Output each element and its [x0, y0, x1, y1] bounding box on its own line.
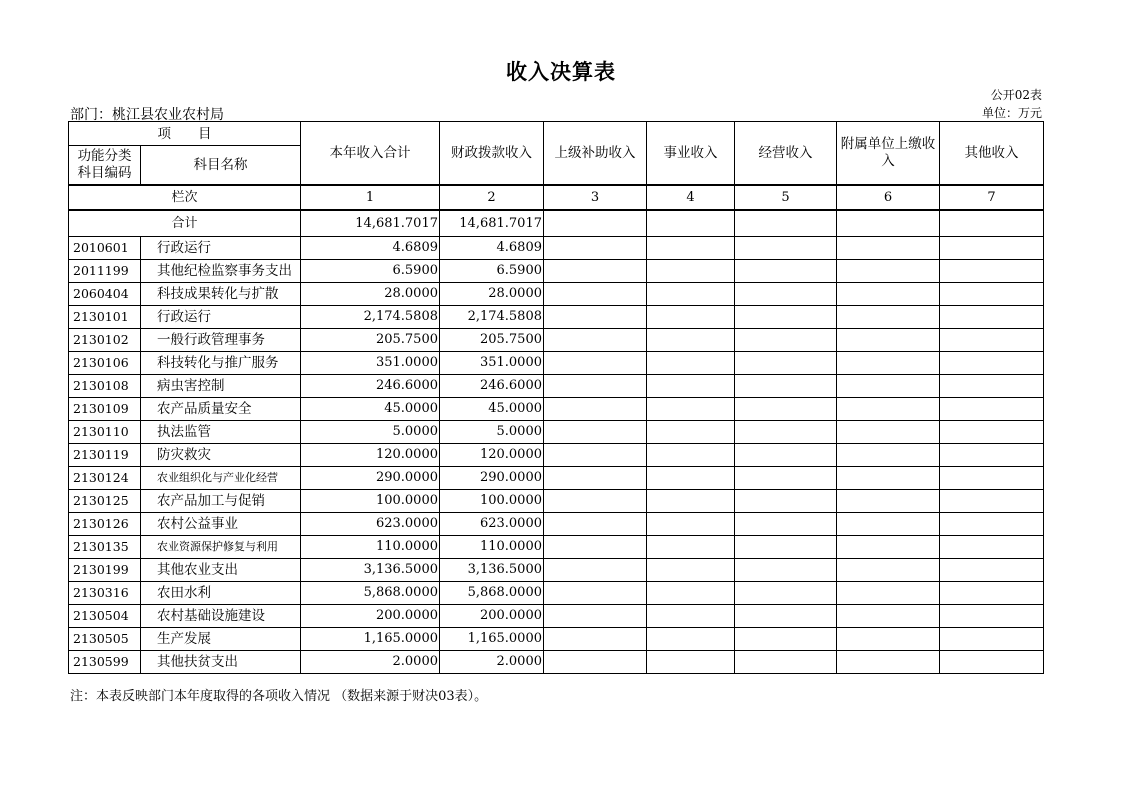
row-subject-name: 防灾救灾 — [141, 444, 301, 467]
col-number: 5 — [735, 185, 837, 210]
row-value — [735, 421, 837, 444]
row-value — [940, 582, 1044, 605]
row-value — [940, 490, 1044, 513]
row-value — [735, 260, 837, 283]
header-col-1: 本年收入合计 — [301, 122, 440, 186]
row-value: 246.6000 — [301, 375, 440, 398]
table-row — [69, 398, 1044, 421]
row-value — [735, 605, 837, 628]
table-row — [69, 260, 1044, 283]
row-value — [940, 352, 1044, 375]
row-value — [544, 283, 647, 306]
row-value — [735, 352, 837, 375]
row-value: 290.0000 — [440, 467, 544, 490]
header-col-7: 其他收入 — [940, 122, 1044, 186]
row-value: 120.0000 — [301, 444, 440, 467]
row-value: 5.0000 — [440, 421, 544, 444]
row-value — [837, 605, 940, 628]
row-value: 6.5900 — [301, 260, 440, 283]
row-code: 2130102 — [69, 329, 141, 352]
row-value — [940, 651, 1044, 674]
total-value — [837, 210, 940, 237]
row-code: 2130109 — [69, 398, 141, 421]
table-row — [69, 306, 1044, 329]
unit-label: 单位：万元 — [981, 106, 1042, 120]
row-value — [837, 375, 940, 398]
row-value: 28.0000 — [440, 283, 544, 306]
income-table — [68, 121, 1044, 674]
row-value — [647, 628, 735, 651]
row-subject-name: 农业资源保护修复与利用 — [141, 536, 301, 559]
row-value: 205.7500 — [440, 329, 544, 352]
row-value — [544, 513, 647, 536]
header-subject-name: 科目名称 — [141, 146, 301, 186]
row-value — [544, 467, 647, 490]
row-value — [647, 651, 735, 674]
row-value: 3,136.5000 — [440, 559, 544, 582]
row-code: 2130199 — [69, 559, 141, 582]
row-value — [735, 582, 837, 605]
col-number: 4 — [647, 185, 735, 210]
header-col-6: 附属单位上缴收入 — [837, 122, 940, 186]
row-value — [544, 398, 647, 421]
row-value — [940, 444, 1044, 467]
row-value — [940, 421, 1044, 444]
row-value — [940, 559, 1044, 582]
col-number: 2 — [440, 185, 544, 210]
row-value — [735, 283, 837, 306]
table-row — [69, 536, 1044, 559]
row-value — [837, 536, 940, 559]
row-subject-name: 一般行政管理事务 — [141, 329, 301, 352]
row-subject-name: 农产品加工与促销 — [141, 490, 301, 513]
row-value — [940, 237, 1044, 260]
total-value — [940, 210, 1044, 237]
row-value: 4.6809 — [301, 237, 440, 260]
row-value — [837, 260, 940, 283]
row-value — [544, 444, 647, 467]
row-value — [735, 398, 837, 421]
table-row — [69, 490, 1044, 513]
row-value — [837, 513, 940, 536]
row-value — [837, 490, 940, 513]
row-value — [544, 490, 647, 513]
header-func-code: 功能分类科目编码 — [69, 146, 141, 186]
row-subject-name: 农田水利 — [141, 582, 301, 605]
row-value — [647, 398, 735, 421]
row-value — [837, 283, 940, 306]
row-value — [544, 582, 647, 605]
row-value — [940, 536, 1044, 559]
row-value — [647, 559, 735, 582]
total-value — [735, 210, 837, 237]
table-row — [69, 237, 1044, 260]
total-row — [69, 210, 1044, 237]
row-value: 4.6809 — [440, 237, 544, 260]
header-col-2: 财政拨款收入 — [440, 122, 544, 186]
row-value — [647, 260, 735, 283]
row-value: 6.5900 — [440, 260, 544, 283]
row-subject-name: 执法监管 — [141, 421, 301, 444]
total-label: 合计 — [69, 210, 301, 237]
row-value — [735, 444, 837, 467]
row-value — [735, 536, 837, 559]
total-value: 14,681.7017 — [301, 210, 440, 237]
row-value — [647, 582, 735, 605]
row-value — [837, 306, 940, 329]
row-subject-name: 其他扶贫支出 — [141, 651, 301, 674]
row-value — [837, 352, 940, 375]
header-col-4: 事业收入 — [647, 122, 735, 186]
row-value: 2.0000 — [301, 651, 440, 674]
row-value — [940, 513, 1044, 536]
row-value — [647, 421, 735, 444]
row-value — [735, 375, 837, 398]
row-value: 110.0000 — [301, 536, 440, 559]
table-row — [69, 628, 1044, 651]
row-value — [647, 536, 735, 559]
col-number: 7 — [940, 185, 1044, 210]
row-value — [647, 352, 735, 375]
row-value — [837, 398, 940, 421]
table-row — [69, 467, 1044, 490]
table-row — [69, 559, 1044, 582]
row-value: 120.0000 — [440, 444, 544, 467]
col-number: 3 — [544, 185, 647, 210]
row-value — [647, 490, 735, 513]
row-value — [735, 628, 837, 651]
row-subject-name: 农产品质量安全 — [141, 398, 301, 421]
row-value — [940, 398, 1044, 421]
row-value: 623.0000 — [440, 513, 544, 536]
row-value: 3,136.5000 — [301, 559, 440, 582]
row-value: 2,174.5808 — [301, 306, 440, 329]
row-value: 205.7500 — [301, 329, 440, 352]
row-value: 100.0000 — [440, 490, 544, 513]
row-value — [940, 260, 1044, 283]
row-value — [837, 559, 940, 582]
row-code: 2130599 — [69, 651, 141, 674]
row-value — [735, 559, 837, 582]
row-value — [647, 329, 735, 352]
row-code: 2011199 — [69, 260, 141, 283]
row-value: 290.0000 — [301, 467, 440, 490]
column-number-row — [69, 185, 1044, 210]
row-subject-name: 行政运行 — [141, 306, 301, 329]
row-code: 2130124 — [69, 467, 141, 490]
row-value — [647, 513, 735, 536]
row-value: 2.0000 — [440, 651, 544, 674]
row-value — [735, 467, 837, 490]
row-value — [647, 237, 735, 260]
row-value — [837, 582, 940, 605]
row-value — [544, 352, 647, 375]
row-value — [940, 283, 1044, 306]
row-subject-name: 科技转化与推广服务 — [141, 352, 301, 375]
row-value: 351.0000 — [301, 352, 440, 375]
header-col-5: 经营收入 — [735, 122, 837, 186]
row-subject-name: 行政运行 — [141, 237, 301, 260]
table-row — [69, 605, 1044, 628]
row-value — [837, 444, 940, 467]
row-value: 45.0000 — [440, 398, 544, 421]
total-value — [544, 210, 647, 237]
row-value — [647, 467, 735, 490]
row-code: 2130106 — [69, 352, 141, 375]
row-value — [544, 306, 647, 329]
row-value — [544, 375, 647, 398]
row-code: 2060404 — [69, 283, 141, 306]
row-code: 2130119 — [69, 444, 141, 467]
row-value — [940, 306, 1044, 329]
row-value: 28.0000 — [301, 283, 440, 306]
row-value: 1,165.0000 — [440, 628, 544, 651]
row-value: 246.6000 — [440, 375, 544, 398]
row-value — [837, 651, 940, 674]
row-value — [647, 306, 735, 329]
row-value — [940, 628, 1044, 651]
row-value — [647, 444, 735, 467]
table-row — [69, 375, 1044, 398]
row-subject-name: 农村公益事业 — [141, 513, 301, 536]
col-number: 1 — [301, 185, 440, 210]
row-value: 5.0000 — [301, 421, 440, 444]
row-value — [837, 467, 940, 490]
total-value — [647, 210, 735, 237]
table-row — [69, 421, 1044, 444]
row-subject-name: 农村基础设施建设 — [141, 605, 301, 628]
row-value — [940, 329, 1044, 352]
table-row — [69, 513, 1044, 536]
table-row — [69, 651, 1044, 674]
row-subject-name: 病虫害控制 — [141, 375, 301, 398]
row-code: 2010601 — [69, 237, 141, 260]
department-label: 部门：桃江县农业农村局 — [70, 107, 224, 123]
row-value — [940, 375, 1044, 398]
total-value: 14,681.7017 — [440, 210, 544, 237]
footnote: 注：本表反映部门本年度取得的各项收入情况 （数据来源于财决03表）。 — [70, 689, 488, 704]
row-code: 2130108 — [69, 375, 141, 398]
row-value: 110.0000 — [440, 536, 544, 559]
row-code: 2130101 — [69, 306, 141, 329]
row-code: 2130504 — [69, 605, 141, 628]
row-value — [735, 490, 837, 513]
row-value: 351.0000 — [440, 352, 544, 375]
row-code: 2130505 — [69, 628, 141, 651]
row-value — [837, 628, 940, 651]
row-value: 100.0000 — [301, 490, 440, 513]
row-value — [544, 651, 647, 674]
table-row — [69, 444, 1044, 467]
row-value — [544, 628, 647, 651]
row-code: 2130135 — [69, 536, 141, 559]
table-header — [69, 122, 1044, 211]
row-value — [544, 329, 647, 352]
row-value: 5,868.0000 — [440, 582, 544, 605]
row-value — [940, 605, 1044, 628]
row-value: 623.0000 — [301, 513, 440, 536]
lanci-label: 栏次 — [69, 185, 301, 210]
row-value — [544, 536, 647, 559]
row-value: 5,868.0000 — [301, 582, 440, 605]
row-value — [837, 329, 940, 352]
row-subject-name: 农业组织化与产业化经营 — [141, 467, 301, 490]
row-value — [735, 306, 837, 329]
table-row — [69, 582, 1044, 605]
row-value: 2,174.5808 — [440, 306, 544, 329]
row-value — [647, 605, 735, 628]
row-value: 200.0000 — [440, 605, 544, 628]
row-value — [735, 513, 837, 536]
row-subject-name: 科技成果转化与扩散 — [141, 283, 301, 306]
row-value — [544, 260, 647, 283]
row-code: 2130316 — [69, 582, 141, 605]
row-value: 45.0000 — [301, 398, 440, 421]
form-number: 公开02表 — [990, 88, 1042, 102]
page-title: 收入决算表 — [506, 59, 616, 84]
table-body — [69, 210, 1044, 674]
row-value: 1,165.0000 — [301, 628, 440, 651]
row-value — [647, 283, 735, 306]
col-number: 6 — [837, 185, 940, 210]
header-project: 项 目 — [69, 122, 301, 146]
row-value — [940, 467, 1044, 490]
row-subject-name: 其他纪检监察事务支出 — [141, 260, 301, 283]
table-row — [69, 329, 1044, 352]
row-subject-name: 生产发展 — [141, 628, 301, 651]
row-value — [735, 237, 837, 260]
table-row — [69, 352, 1044, 375]
row-value — [735, 651, 837, 674]
table-row — [69, 283, 1044, 306]
header-col-3: 上级补助收入 — [544, 122, 647, 186]
row-value — [837, 421, 940, 444]
row-subject-name: 其他农业支出 — [141, 559, 301, 582]
row-value — [544, 421, 647, 444]
row-code: 2130126 — [69, 513, 141, 536]
row-value — [837, 237, 940, 260]
row-value: 200.0000 — [301, 605, 440, 628]
row-value — [544, 605, 647, 628]
row-value — [544, 559, 647, 582]
row-value — [647, 375, 735, 398]
row-code: 2130110 — [69, 421, 141, 444]
row-code: 2130125 — [69, 490, 141, 513]
row-value — [544, 237, 647, 260]
row-value — [735, 329, 837, 352]
